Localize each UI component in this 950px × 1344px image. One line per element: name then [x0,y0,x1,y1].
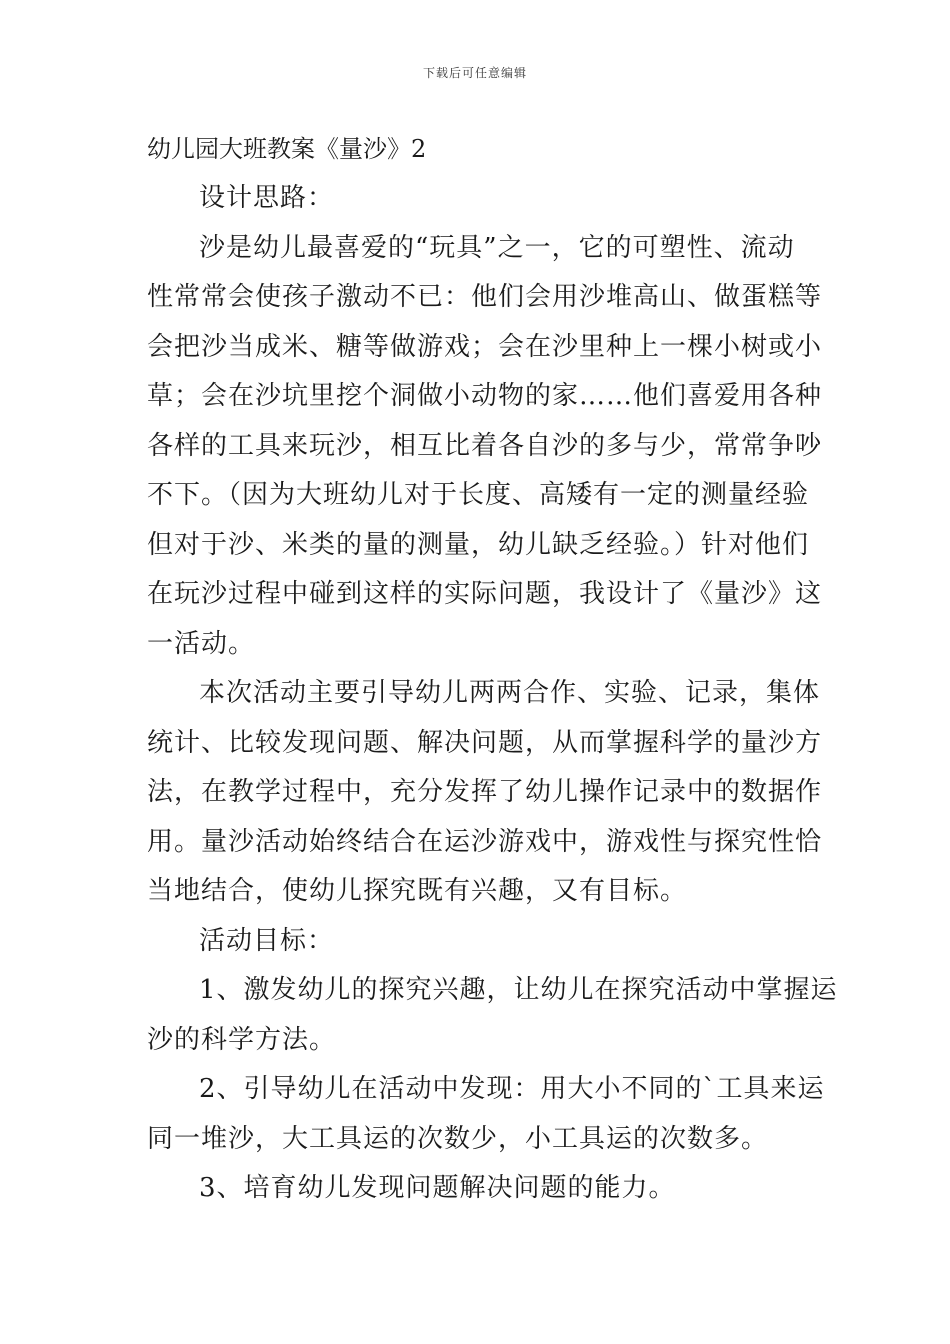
text-line: 设计思路： [199,183,335,213]
text-line: 沙是幼儿最喜爱的“玩具”之一，它的可塑性、流动 [199,232,795,263]
text-line: 当地结合，使幼儿探究既有兴趣，又有目标。 [147,876,688,906]
document-title: 幼儿园大班教案《量沙》2 [147,135,427,163]
text-line: 但对于沙、米类的量的测量，幼儿缺乏经验。）针对他们 [147,529,810,560]
text-line: 法，在教学过程中，充分发挥了幼儿操作记录中的数据作 [147,777,823,807]
text-line: 沙的科学方法。 [147,1024,337,1055]
text-line: 本次活动主要引导幼儿两两合作、实验、记录，集体 [199,678,821,708]
text-line: 3、培育幼儿发现问题解决问题的能力。 [199,1173,676,1203]
text-line: 同一堆沙，大工具运的次数少，小工具运的次数多。 [147,1123,769,1154]
text-line: 草；会在沙坑里挖个洞做小动物的家……他们喜爱用各种 [147,381,823,411]
text-line: 不下。（因为大班幼儿对于长度、高矮有一定的测量经验 [147,480,810,510]
text-line: 会把沙当成米、糖等做游戏；会在沙里种上一棵小树或小 [147,331,823,362]
text-line: 统计、比较发现问题、解决问题，从而掌握科学的量沙方 [147,727,823,758]
text-line: 一活动。 [147,628,256,659]
page-header-note: 下载后可任意编辑 [422,66,527,80]
text-line: 2、引导幼儿在活动中发现：用大小不同的`工具来运 [199,1074,825,1104]
document-text [147,174,838,1214]
text-line: 活动目标： [199,925,335,956]
document-body [147,124,838,1214]
text-line: 1、激发幼儿的探究兴趣，让幼儿在探究活动中掌握运 [199,975,838,1005]
text-line: 性常常会使孩子激动不已：他们会用沙堆高山、做蛋糕等 [147,282,823,312]
text-line: 用。量沙活动始终结合在运沙游戏中，游戏性与探究性恰 [147,826,823,857]
text-line: 在玩沙过程中碰到这样的实际问题，我设计了《量沙》这 [147,579,823,609]
text-line: 各样的工具来玩沙，相互比着各自沙的多与少，常常争吵 [147,430,823,461]
